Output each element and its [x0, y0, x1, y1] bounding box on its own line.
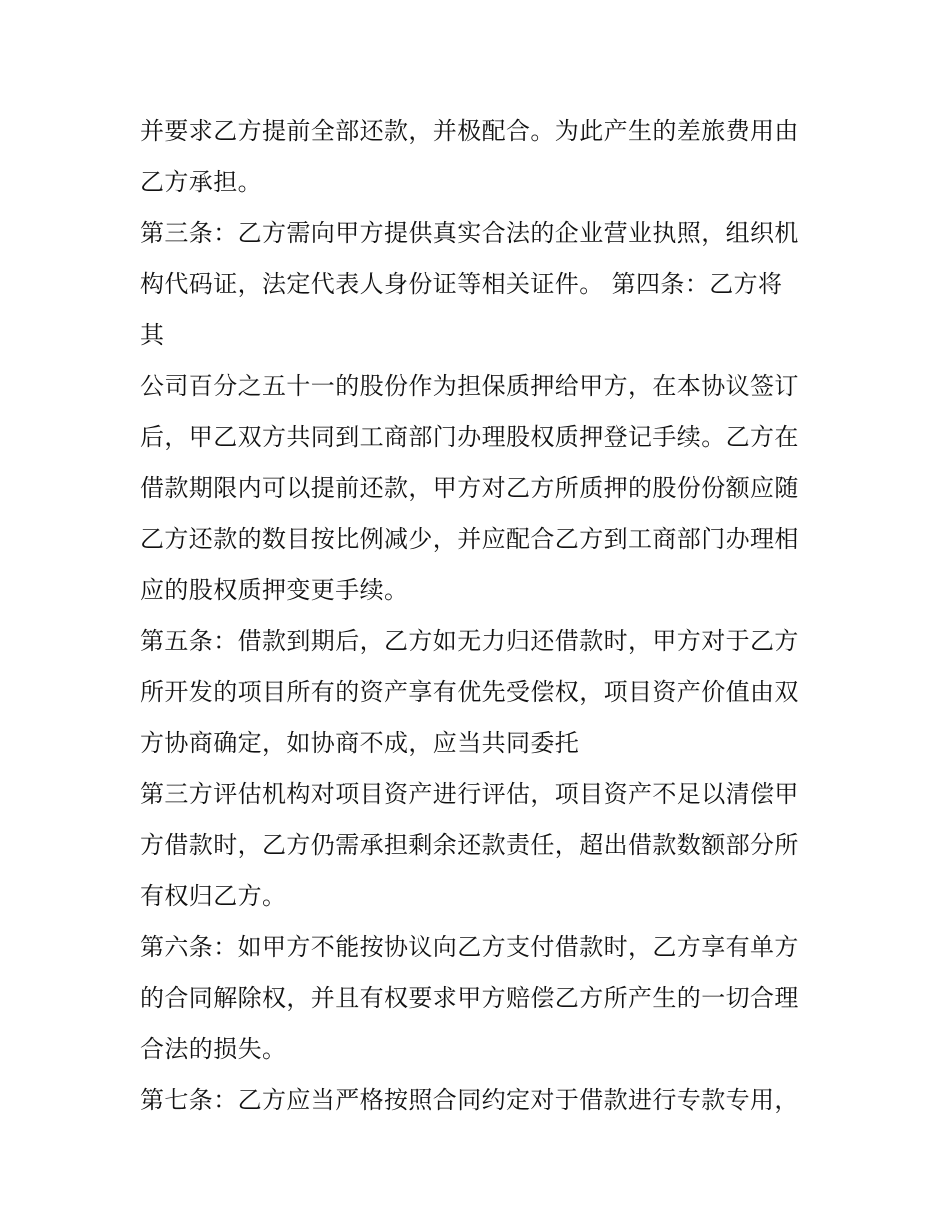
text-line: 其	[140, 321, 165, 349]
text-line: 乙方还款的数目按比例减少，并应配合乙方到工商部门办理相	[140, 525, 799, 553]
text-line: 第六条：如甲方不能按协议向乙方支付借款时，乙方享有单方	[140, 933, 799, 961]
text-line: 借款期限内可以提前还款，甲方对乙方所质押的股份份额应随	[140, 474, 799, 502]
text-line: 第五条：借款到期后，乙方如无力归还借款时，甲方对于乙方	[140, 627, 799, 655]
text-line: 所开发的项目所有的资产享有优先受偿权，项目资产价值由双	[140, 678, 799, 706]
text-line: 合法的损失。	[140, 1035, 287, 1063]
text-line: 有权归乙方。	[140, 882, 287, 910]
text-line: 构代码证，法定代表人身份证等相关证件。 第四条：乙方将	[140, 270, 783, 298]
text-line: 乙方承担。	[140, 168, 262, 196]
document-body	[140, 106, 820, 1126]
text-line: 公司百分之五十一的股份作为担保质押给甲方，在本协议签订	[140, 372, 799, 400]
text-line: 方协商确定，如协商不成，应当共同委托	[140, 729, 580, 757]
text-line: 的合同解除权，并且有权要求甲方赔偿乙方所产生的一切合理	[140, 984, 799, 1012]
text-line: 并要求乙方提前全部还款，并极配合。为此产生的差旅费用由	[140, 117, 799, 145]
text-line: 应的股权质押变更手续。	[140, 576, 409, 604]
text-line: 第三条：乙方需向甲方提供真实合法的企业营业执照，组织机	[140, 219, 799, 247]
text-line: 方借款时，乙方仍需承担剩余还款责任，超出借款数额部分所	[140, 831, 799, 859]
text-line: 后，甲乙双方共同到工商部门办理股权质押登记手续。乙方在	[140, 423, 799, 451]
text-line: 第三方评估机构对项目资产进行评估，项目资产不足以清偿甲	[140, 780, 799, 808]
text-line: 第七条：乙方应当严格按照合同约定对于借款进行专款专用，	[140, 1086, 799, 1114]
